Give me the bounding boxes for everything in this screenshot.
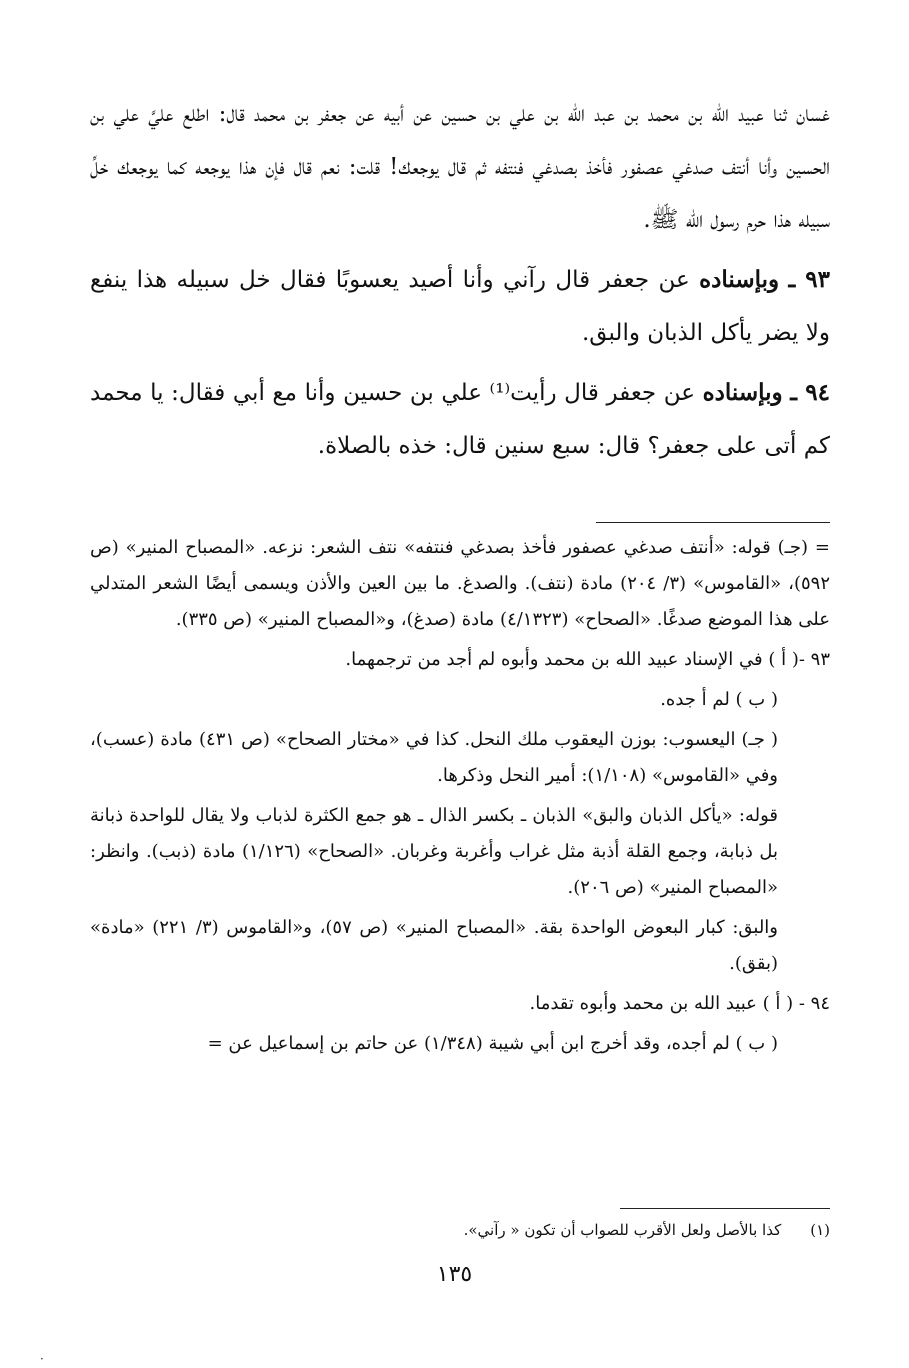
hadith-lead: وبإسناده xyxy=(699,266,780,293)
note-93-b: ( ب ) لم أ جده. xyxy=(660,689,778,710)
note-93-a: ٩٣ -( أ ) في الإسناد عبيد الله بن محمد وأبوه لم أجد من ترجمهما. xyxy=(345,649,830,670)
notes-divider xyxy=(596,522,830,523)
hadith-number: ٩٤ ـ xyxy=(790,379,830,406)
hadith-93 xyxy=(90,253,830,360)
footnote xyxy=(90,1218,830,1242)
footnote-text: كذا بالأصل ولعل الأقرب للصواب أن تكون « رآني». xyxy=(463,1221,782,1239)
note-continuation: = (جـ) قوله: «أنتف صدغي عصفور فأخذ بصدغي فنتفه» نتف الشعر: نزعه. «المصباح المنير» (ص ٥٩٢)، «القاموس» (٣/ ٢٠٤) مادة (نتف). والصدغ. ما بين العين والأذن ويسمى أيضًا الشعر المتدلي على هذا الموضع صدغًا. «الصحاح» (٤/١٣٢٣) مادة (صدغ)، و«المصباح المنير» (ص ٣٣٥). xyxy=(90,537,830,630)
note-94-b: ( ب ) لم أجده، وقد أخرج ابن أبي شيبة (١/٣٤٨) عن حاتم بن إسماعيل عن = xyxy=(207,1033,778,1054)
hadith-text: عن جعفر قال رأيت⁽¹⁾ علي بن حسين وأنا مع أبي فقال: يا محمد كم أتى على جعفر؟ قال: سبع سنين قال: خذه بالصلاة. xyxy=(90,380,830,459)
margin-mark: · xyxy=(40,1352,44,1366)
note-93-c: ( جـ) اليعسوب: بوزن اليعقوب ملك النحل. كذا في «مختار الصحاح» (ص ٤٣١) مادة (عسب)، وفي «القاموس» (١/١٠٨): أمير النحل وذكرها. xyxy=(90,729,778,786)
footnote-divider xyxy=(620,1208,830,1209)
hadith-94 xyxy=(90,366,830,473)
note-94-a: ٩٤ - ( أ ) عبيد الله بن محمد وأبوه تقدما. xyxy=(529,993,830,1014)
note-93-d: قوله: «يأكل الذبان والبق» الذبان ـ بكسر الذال ـ هو جمع الكثرة لذباب ولا يقال للواحدة ذبانة بل ذبابة، وجمع القلة أذبة مثل غراب وأغربة وغربان. «الصحاح» (١/١٢٦) مادة (ذبب). وانظر: «المصباح المنير» (ص ٢٠٦). xyxy=(90,805,778,898)
main-text xyxy=(90,88,830,479)
footnote-number: (١) xyxy=(810,1221,830,1239)
note-93-e: والبق: كبار البعوض الواحدة بقة. «المصباح المنير» (ص ٥٧)، و«القاموس (٣/ ٢٢١) «مادة» (بقق). xyxy=(90,917,779,974)
hadith-text: عن جعفر قال رآني وأنا أصيد يعسوبًا فقال خل سبيله هذا ينفع ولا يضر يأكل الذبان والبق. xyxy=(90,267,830,346)
hadith-number: ٩٣ ـ xyxy=(788,266,831,293)
hadith-lead: وبإسناده xyxy=(702,379,783,406)
notes-section xyxy=(90,530,830,1066)
page-number: ١٣٥ xyxy=(436,1262,473,1287)
hadith-92-continuation: غسان ثنا عبيد الله بن محمد بن عبد الله بن علي بن حسين عن أبيه عن جعفر بن محمد قال: اطلع عليَّ علي بن الحسين وأنا أنتف صدغي عصفور فأخذ بصدغي فنتفه ثم قال يوجعك! قلت: نعم قال فإن هذا يوجعه كما يوجعك خلِّ سبيله هذا حرم رسول الله ﷺ. xyxy=(90,101,830,233)
